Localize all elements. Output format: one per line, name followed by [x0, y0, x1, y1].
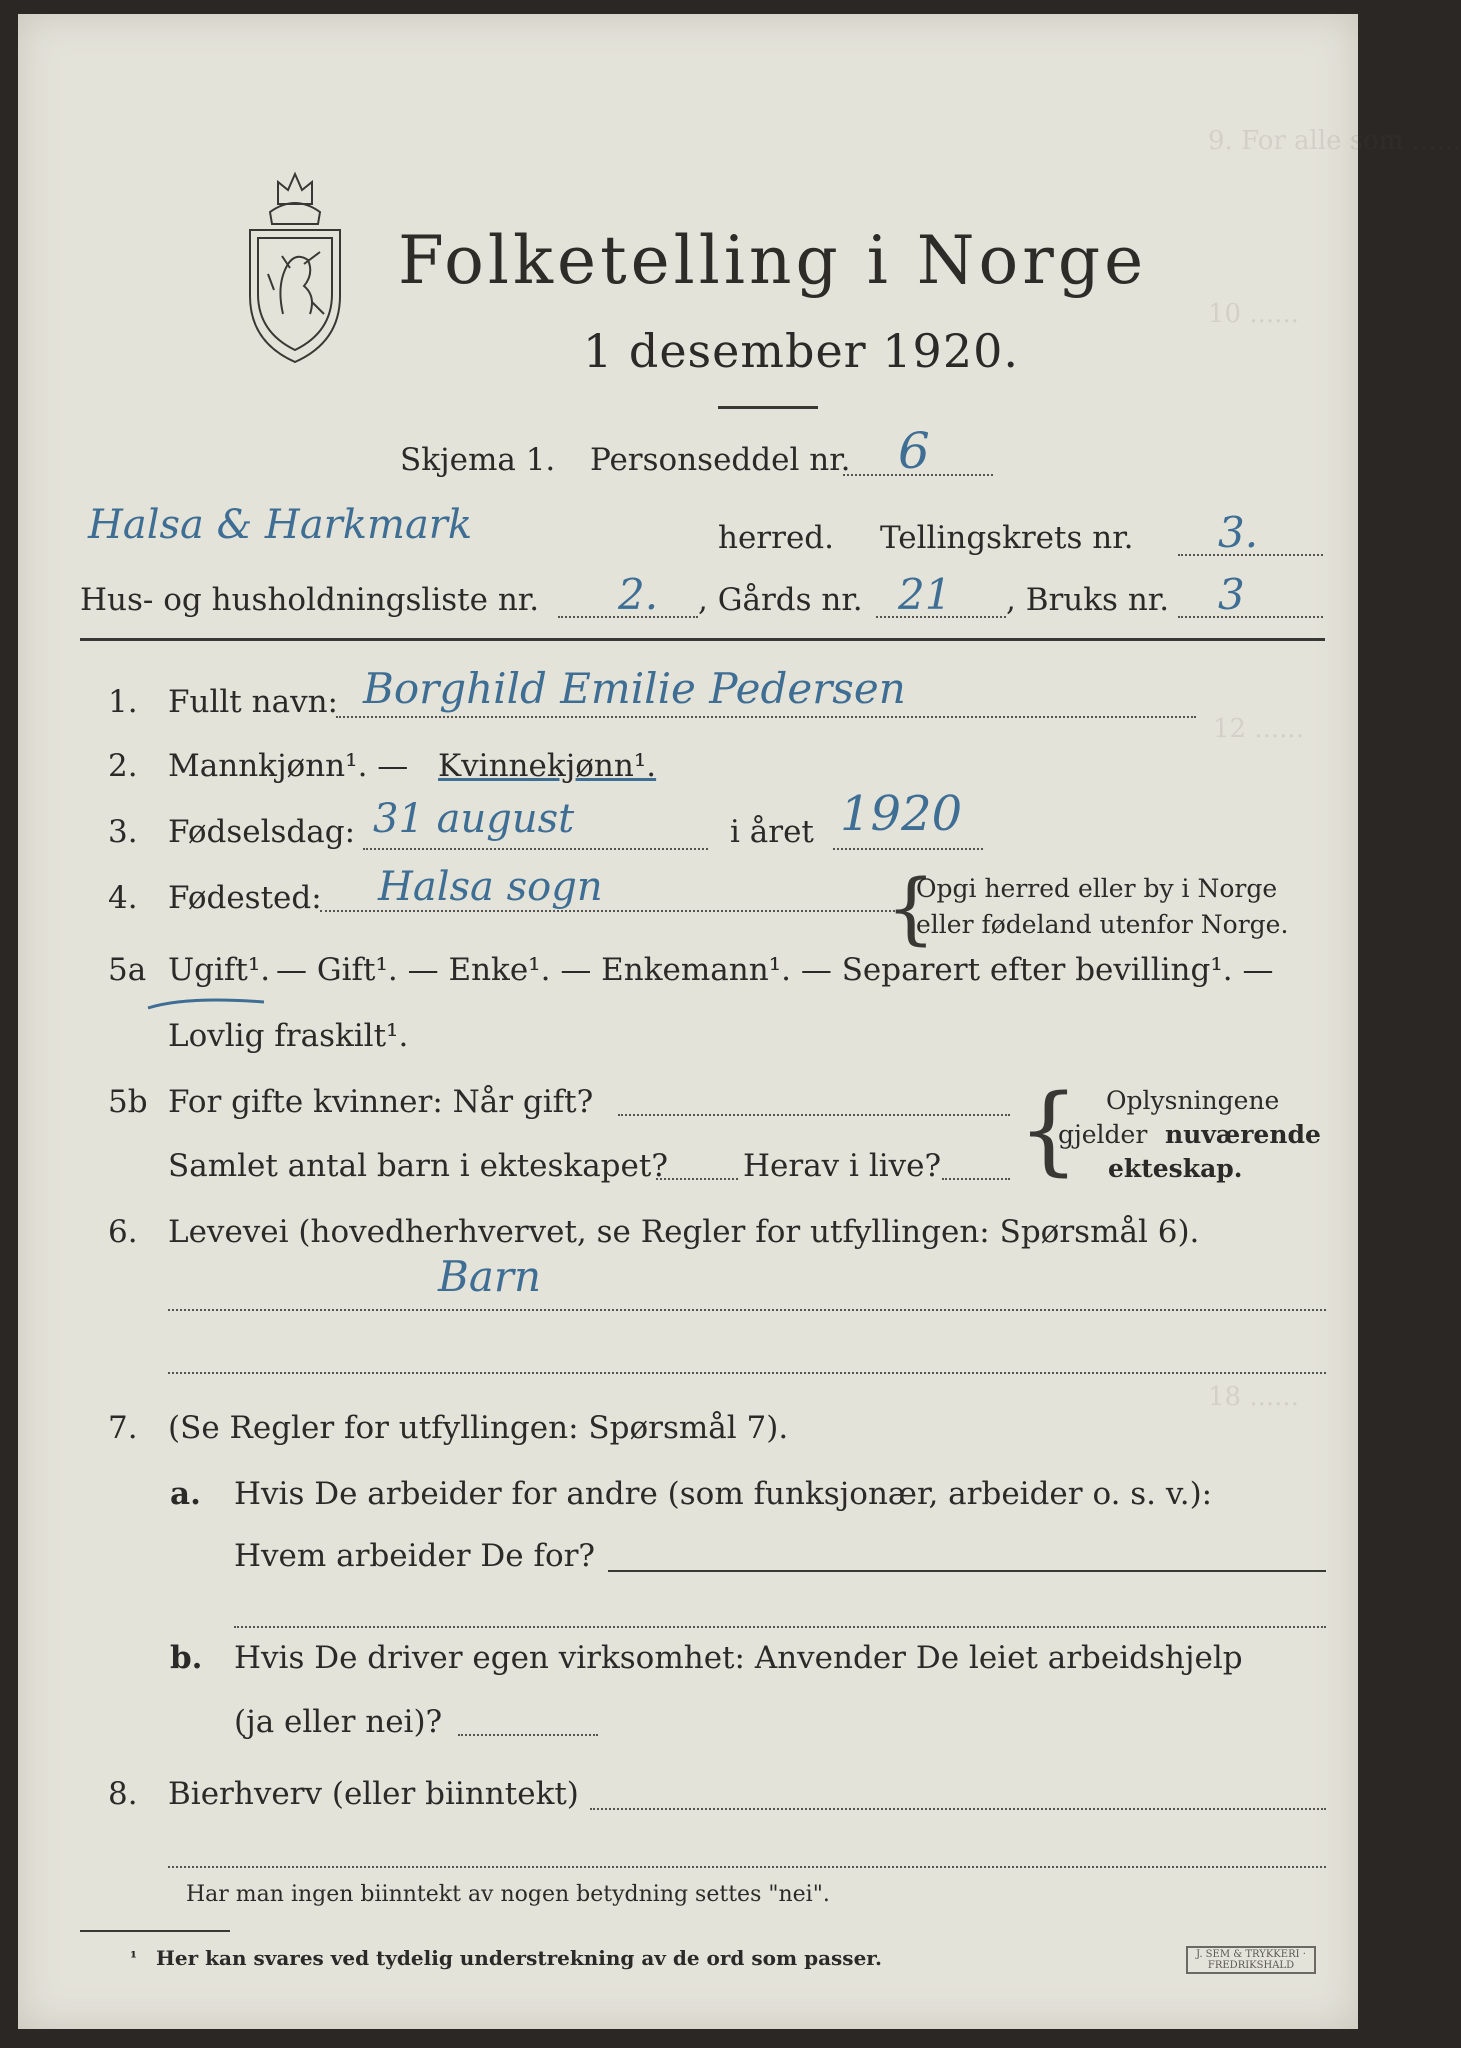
q7a-letter: a. [170, 1476, 201, 1512]
q7b-question: Hvis De driver egen virksomhet: Anvender De leiet arbeidshjelp [234, 1640, 1243, 1676]
year-label: i året [730, 814, 814, 850]
printer-stamp: J. SEM & TRYKKERI · FREDRIKSHALD [1186, 1946, 1316, 1974]
footnote-text: Her kan svares ved tydelig understrekning av de ord som passer. [156, 1946, 882, 1970]
occupation-line-1 [168, 1309, 1326, 1311]
q5b-number: 5b [108, 1084, 148, 1120]
bleed-through: 9. For alle som ...... [1208, 126, 1461, 156]
side-income-field[interactable] [590, 1808, 1326, 1810]
side-income-line-2 [168, 1866, 1326, 1868]
schema-label: Skjema 1. [400, 442, 556, 478]
q2-number: 2. [108, 748, 138, 784]
coat-of-arms-icon [238, 164, 353, 369]
marriage-note-2b: nuværende [1165, 1120, 1321, 1149]
gender-female-option[interactable]: Kvinnekjønn¹. [438, 748, 657, 784]
personseddel-field[interactable]: 6 [898, 422, 930, 480]
employer-line-2 [234, 1626, 1326, 1628]
birth-year-field-line [833, 848, 983, 850]
q7-label: (Se Regler for utfyllingen: Spørsmål 7). [168, 1410, 789, 1446]
q8-number: 8. [108, 1776, 138, 1812]
q7b-yes-no-label: (ja eller nei)? [234, 1704, 443, 1740]
employer-field[interactable] [608, 1570, 1326, 1572]
q3-label: Fødselsdag: [168, 814, 356, 850]
marital-divorced-option[interactable]: Lovlig fraskilt¹. [168, 1018, 409, 1054]
husliste-field[interactable]: 2. [618, 570, 659, 619]
occupation-line-2 [168, 1372, 1326, 1374]
q6-number: 6. [108, 1214, 138, 1250]
q1-number: 1. [108, 684, 138, 720]
marriage-note-1: Oplysningene [1106, 1086, 1280, 1115]
bruks-field[interactable]: 3 [1218, 570, 1245, 619]
birth-year-field[interactable]: 1920 [840, 786, 963, 842]
gards-field[interactable]: 21 [898, 570, 952, 619]
herred-label: herred. [718, 520, 834, 556]
full-name-field[interactable]: Borghild Emilie Pedersen [363, 664, 906, 713]
census-date: 1 desember 1920. [583, 324, 1019, 378]
q4-label: Fødested: [168, 880, 322, 916]
form-title: Folketelling i Norge [398, 222, 1148, 299]
q7a-question: Hvis De arbeider for andre (som funksjonær, arbeider o. s. v.): [234, 1476, 1213, 1512]
census-form-page [18, 14, 1461, 2029]
bruks-label: , Bruks nr. [1006, 582, 1170, 618]
hired-help-field[interactable] [458, 1734, 598, 1736]
q7a-employer-label: Hvem arbeider De for? [234, 1538, 596, 1574]
q6-label: Levevei (hovedherhvervet, se Regler for utfyllingen: Spørsmål 6). [168, 1214, 1200, 1250]
bleed-through: 10 ...... [1208, 299, 1299, 329]
bleed-through: 18 ...... [1208, 1382, 1299, 1412]
q4-brace: { [886, 864, 936, 954]
q1-label: Fullt navn: [168, 684, 338, 720]
husliste-label: Hus- og husholdningsliste nr. [80, 582, 540, 618]
children-count-field[interactable] [656, 1178, 738, 1180]
footnote-divider [80, 1930, 230, 1932]
tellingskrets-field[interactable]: 3. [1218, 508, 1259, 557]
footnote-mark: ¹ [130, 1948, 138, 1967]
header-divider [80, 638, 1325, 641]
full-name-field-line [336, 716, 1196, 718]
tellingskrets-label: Tellingskrets nr. [880, 520, 1134, 556]
birthplace-field[interactable]: Halsa sogn [378, 864, 603, 910]
birthday-field-line [363, 848, 708, 850]
q4-number: 4. [108, 880, 138, 916]
gender-male-option[interactable]: Mannkjønn¹. — [168, 748, 409, 784]
birthday-field[interactable]: 31 august [373, 796, 575, 842]
marital-ugift-option[interactable]: Ugift¹. [168, 952, 271, 988]
children-count-label: Samlet antal barn i ekteskapet? [168, 1148, 668, 1184]
side-income-note: Har man ingen biinntekt av nogen betydning settes "nei". [186, 1882, 830, 1907]
bruks-field-line [1178, 616, 1323, 618]
bleed-through: 12 ...... [1213, 714, 1304, 744]
occupation-field[interactable]: Barn [438, 1252, 542, 1301]
title-divider [718, 406, 818, 409]
married-when-field[interactable] [618, 1114, 1010, 1116]
q8-label: Bierhverv (eller biinntekt) [168, 1776, 579, 1812]
birthplace-note-2: eller fødeland utenfor Norge. [916, 910, 1289, 939]
ugift-underline-mark [146, 992, 266, 1016]
herred-field[interactable]: Halsa & Harkmark [88, 502, 473, 548]
q5b-brace: { [1018, 1074, 1080, 1186]
q5a-number: 5a [108, 952, 147, 988]
q7b-letter: b. [170, 1640, 203, 1676]
gards-label: , Gårds nr. [698, 582, 863, 618]
children-alive-label: Herav i live? [743, 1148, 942, 1184]
children-alive-field[interactable] [942, 1178, 1010, 1180]
marital-other-options[interactable]: — Gift¹. — Enke¹. — Enkemann¹. — Separert efter bevilling¹. — [276, 952, 1274, 988]
marriage-note-2a: gjelder [1058, 1120, 1148, 1149]
birthplace-field-line [320, 910, 895, 912]
q7-number: 7. [108, 1410, 138, 1446]
personseddel-label: Personseddel nr. [590, 442, 851, 478]
q3-number: 3. [108, 814, 138, 850]
married-when-label: For gifte kvinner: Når gift? [168, 1084, 594, 1120]
birthplace-note-1: Opgi herred eller by i Norge [916, 874, 1278, 903]
marriage-note-3: ekteskap. [1108, 1154, 1243, 1183]
